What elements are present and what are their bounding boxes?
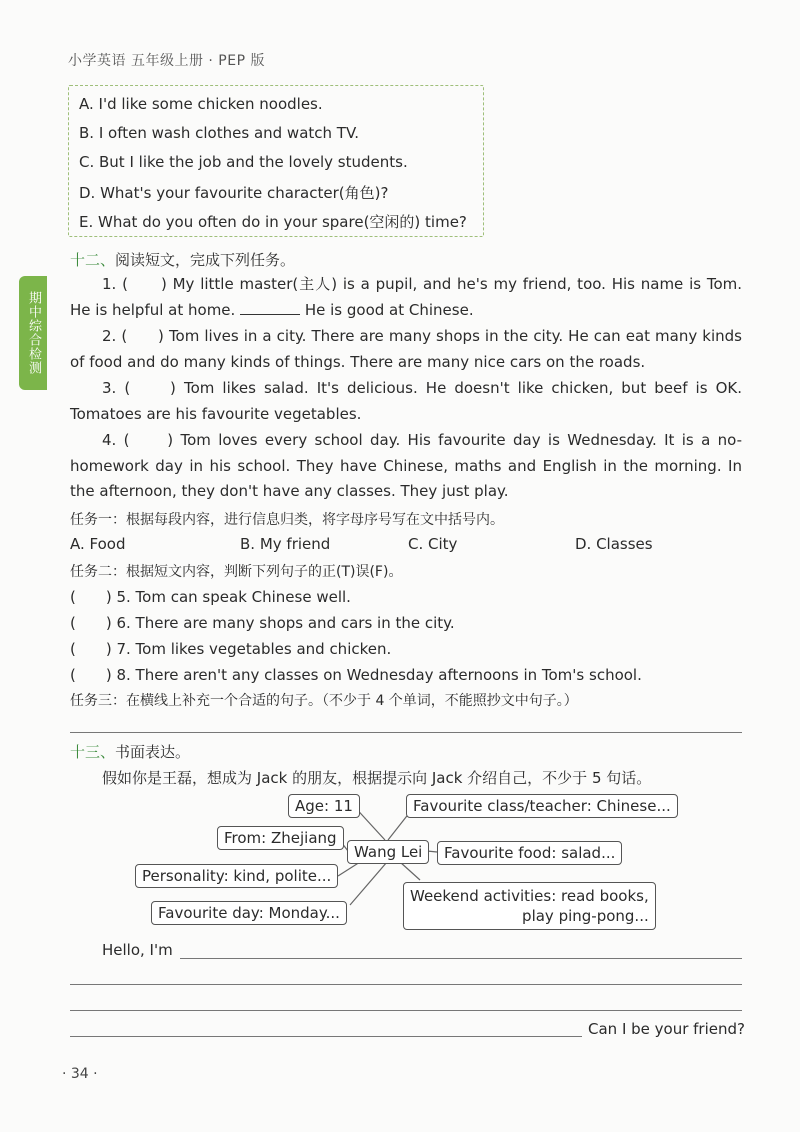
node-favourite-food: Favourite food: salad...: [437, 841, 622, 865]
choice-c: C. City: [408, 535, 458, 553]
writing-line-3[interactable]: [70, 1010, 742, 1011]
node-weekend-activities: [403, 882, 656, 930]
task-1: 任务一：根据每段内容，进行信息归类，将字母序号写在文中括号内。: [70, 512, 504, 528]
choice-b: B. My friend: [240, 535, 331, 553]
task-2: 任务二：根据短文内容，判断下列句子的正(T)误(F)。: [70, 564, 403, 580]
node-favourite-class: Favourite class/teacher: Chinese...: [406, 794, 678, 818]
option-b: B. I often wash clothes and watch TV.: [79, 124, 360, 142]
tf-item-8: ( ) 8. There aren't any classes on Wednesday afternoons in Tom's school.: [70, 666, 642, 684]
tf-item-7: ( ) 7. Tom likes vegetables and chicken.: [70, 640, 392, 658]
node-personality: Personality: kind, polite...: [135, 864, 338, 888]
node-favourite-day: Favourite day: Monday...: [151, 901, 347, 925]
writing-prompt: 假如你是王磊，想成为 Jack 的朋友，根据提示向 Jack 介绍自己，不少于 5 句话。: [102, 769, 652, 787]
writing-end: Can I be your friend?: [588, 1020, 745, 1038]
side-tab: 期中综合检测: [19, 276, 47, 390]
node-center-wang-lei: Wang Lei: [347, 840, 429, 864]
paragraph-4-text: 4. ( ) Tom loves every school day. His favourite day is Wednesday. It is a no-homework day in his school. They have Chinese, maths and English in the morning. In the afternoon, they don't have any classes. They just play.: [70, 431, 742, 501]
section-13-title: 书面表达。: [115, 743, 191, 761]
paragraph-2-text: 2. ( ) Tom lives in a city. There are many shops in the city. He can eat many kinds of food and do many kinds of things. There are many nice cars on the roads.: [70, 327, 742, 371]
page-number: · 34 ·: [62, 1066, 98, 1082]
option-c: C. But I like the job and the lovely students.: [79, 153, 408, 171]
paragraph-1-text-b: He is good at Chinese.: [300, 300, 474, 319]
choice-a: A. Food: [70, 535, 126, 553]
choice-d: D. Classes: [575, 535, 653, 553]
writing-start: Hello, I'm: [102, 941, 173, 959]
connector-day: [350, 862, 387, 905]
writing-line-1[interactable]: [180, 958, 742, 959]
tf-item-5: ( ) 5. Tom can speak Chinese well.: [70, 588, 351, 606]
task-3: 任务三：在横线上补充一个合适的句子。（不少于 4 个单词，不能照抄文中句子。）: [70, 693, 578, 709]
paragraph-1-text-a: 1. ( ) My little master(主人) is a pupil, and he's my friend, too. His name is Tom. He is helpful at home.: [70, 275, 742, 319]
option-d: D. What's your favourite character(角色)?: [79, 184, 389, 202]
node-from: From: Zhejiang: [217, 826, 344, 850]
weekend-line-2: play ping-pong...: [522, 907, 649, 925]
node-age: Age: 11: [288, 794, 360, 818]
section-13-number: 十三、: [70, 743, 116, 761]
writing-line-2[interactable]: [70, 984, 742, 985]
writing-line-4[interactable]: [70, 1036, 582, 1037]
page-header: 小学英语 五年级上册 · PEP 版: [68, 53, 265, 69]
option-a: A. I'd like some chicken noodles.: [79, 95, 323, 113]
weekend-line-1: Weekend activities: read books,: [410, 887, 649, 905]
tf-item-6: ( ) 6. There are many shops and cars in the city.: [70, 614, 455, 632]
section-12-number: 十二、: [70, 251, 116, 269]
option-e: E. What do you often do in your spare(空闲的) time?: [79, 213, 467, 231]
section-12-title: 阅读短文，完成下列任务。: [115, 251, 296, 269]
connector-personality: [338, 862, 360, 876]
paragraph-3-text: 3. ( ) Tom likes salad. It's delicious. He doesn't like chicken, but beef is OK. Tomatoes are his favourite vegetables.: [70, 379, 742, 423]
connector-weekend: [400, 862, 420, 880]
